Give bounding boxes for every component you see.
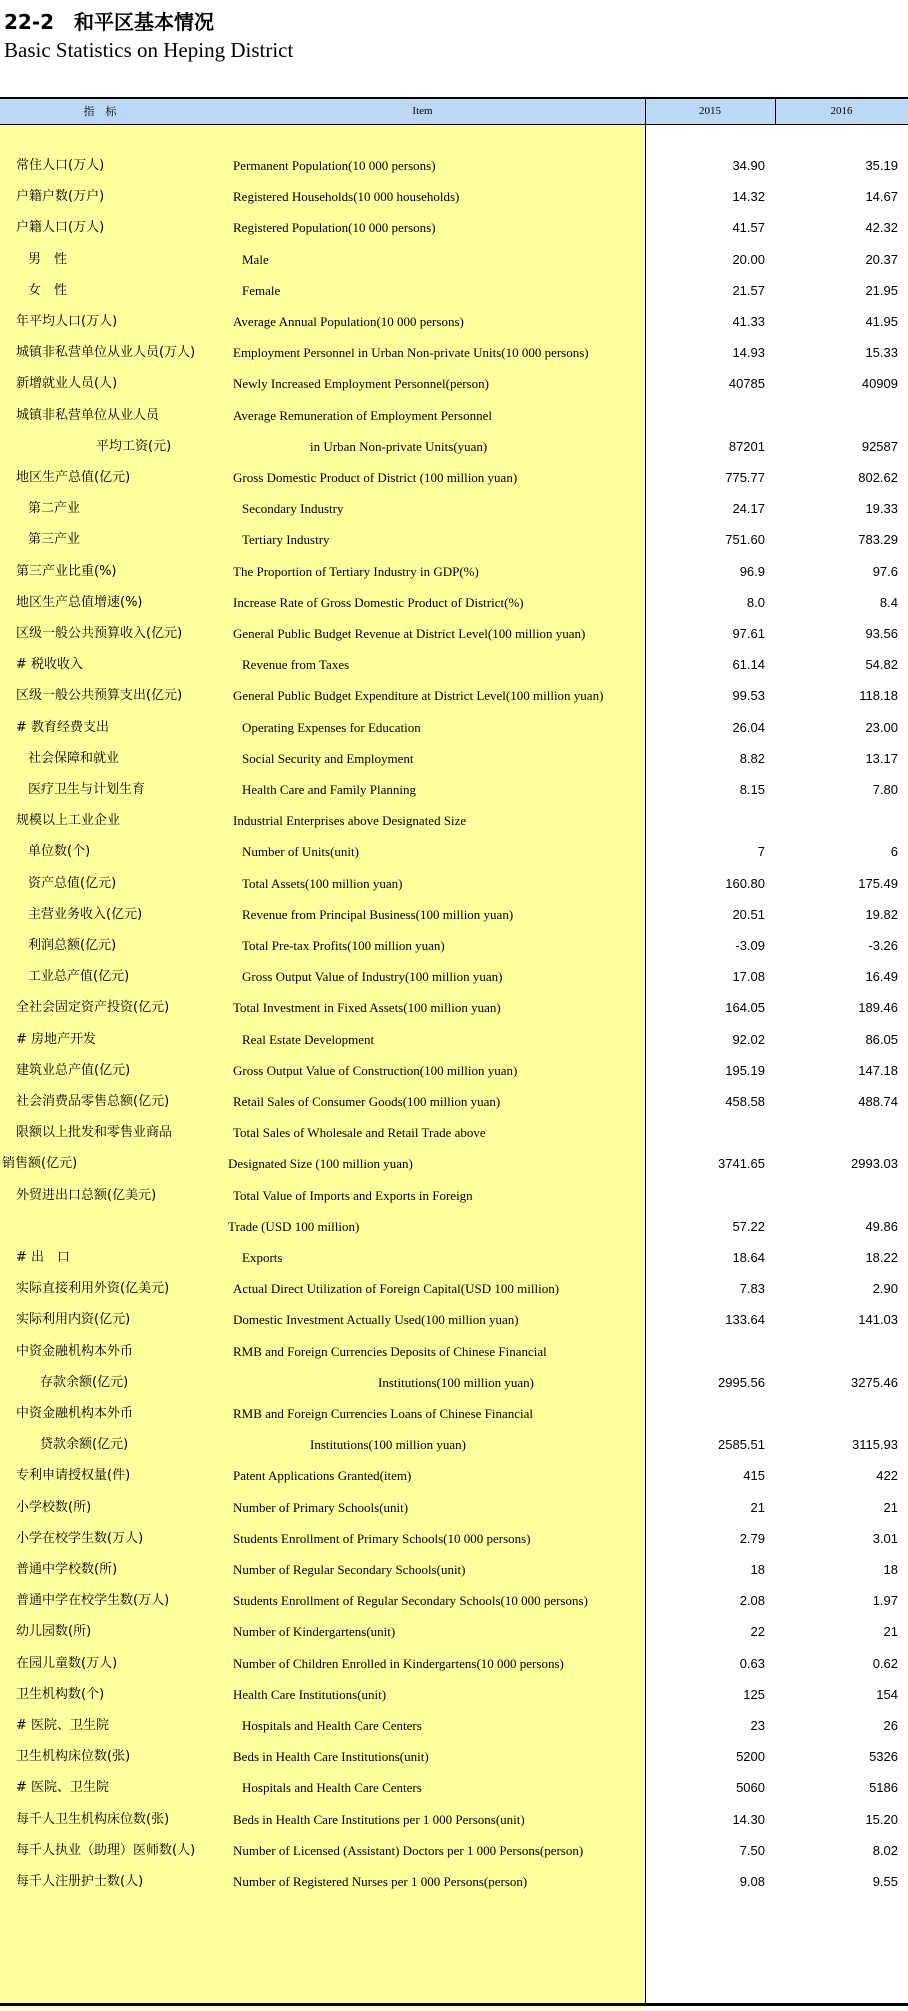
row-indicator-cn: 单位数(个) — [28, 844, 91, 860]
table-row — [0, 1616, 908, 1648]
row-indicator-cn: 区级一般公共预算支出(亿元) — [16, 688, 183, 704]
row-indicator-cn: 第二产业 — [28, 501, 81, 517]
row-value-2015: 133.64 — [725, 1312, 765, 1328]
row-value-2016: 92587 — [861, 438, 898, 454]
row-value-2015: 2.79 — [739, 1530, 765, 1546]
row-indicator-cn: 资产总值(亿元) — [28, 875, 117, 891]
row-item-en: in Urban Non-private Units(yuan) — [310, 438, 488, 454]
row-value-2016 — [765, 805, 898, 837]
row-item-en: Beds in Health Care Institutions per 1 000 Persons(unit) — [233, 1811, 525, 1827]
row-value-2015: 92.02 — [732, 1031, 765, 1047]
row-indicator-cn: 工业总产值(亿元) — [28, 969, 130, 985]
row-value-2016: 141.03 — [858, 1312, 898, 1328]
row-indicator-cn: 每千人执业（助理）医师数(人) — [16, 1842, 196, 1858]
table-row — [0, 680, 908, 712]
row-indicator-cn: 专利申请授权量(件) — [16, 1468, 131, 1484]
row-indicator-cn: # 出 口 — [16, 1250, 71, 1265]
row-item-en: Total Value of Imports and Exports in Foreign — [233, 1187, 473, 1203]
table-row — [0, 1585, 908, 1617]
row-indicator-cn: 中资金融机构本外币 — [16, 1406, 134, 1421]
row-value-2016: 1.97 — [872, 1593, 898, 1609]
table-row — [0, 868, 908, 900]
row-value-2016: 2.90 — [872, 1281, 898, 1297]
header-2015: 2015 — [699, 105, 721, 117]
row-indicator-cn: 第三产业比重(%) — [16, 563, 117, 579]
row-indicator-cn: 卫生机构数(个) — [16, 1686, 105, 1702]
row-item-en: Secondary Industry — [242, 501, 344, 517]
row-indicator-cn: 社会保障和就业 — [28, 750, 120, 766]
row-item-en: Real Estate Development — [242, 1031, 375, 1047]
row-value-2016: 13.17 — [865, 750, 898, 766]
row-item-en: RMB and Foreign Currencies Deposits of Chinese Financial — [233, 1343, 547, 1359]
row-item-en: Institutions(100 million yuan) — [378, 1374, 534, 1390]
row-indicator-cn: 幼儿园数(所) — [16, 1624, 92, 1640]
row-value-2016: 97.6 — [872, 563, 898, 579]
row-indicator-cn: 地区生产总值(亿元) — [16, 470, 131, 485]
row-indicator-cn: 小学在校学生数(万人) — [16, 1530, 144, 1546]
header-divider — [775, 99, 776, 124]
row-value-2015: 87201 — [728, 438, 765, 454]
row-item-en: Health Care and Family Planning — [242, 782, 417, 797]
row-value-2015: 34.90 — [732, 158, 765, 173]
row-item-en: Hospitals and Health Care Centers — [242, 1718, 422, 1733]
table-row — [0, 899, 908, 931]
row-item-en: Designated Size (100 million yuan) — [228, 1156, 413, 1172]
table-row — [0, 1180, 908, 1212]
row-indicator-cn: 户籍户数(万户) — [16, 189, 105, 205]
row-value-2016 — [765, 1336, 898, 1368]
row-value-2016: 21.95 — [865, 282, 898, 298]
row-indicator-cn: 利润总额(亿元) — [28, 938, 117, 953]
row-value-2015: 41.57 — [732, 220, 765, 236]
row-value-2016: 26 — [883, 1718, 898, 1733]
table-row — [0, 400, 908, 432]
row-item-en: Total Investment in Fixed Assets(100 million yuan) — [233, 1000, 501, 1016]
row-item-en: Health Care Institutions(unit) — [233, 1686, 387, 1702]
row-value-2016: 3275.46 — [851, 1374, 898, 1390]
table-row — [0, 1772, 908, 1804]
row-item-en: Female — [242, 282, 281, 298]
row-item-en: Exports — [242, 1250, 283, 1265]
table-row — [0, 1367, 908, 1399]
row-item-en: Retail Sales of Consumer Goods(100 million yuan) — [233, 1094, 501, 1109]
row-value-2016: 3.01 — [872, 1530, 898, 1546]
row-item-en: Social Security and Employment — [242, 750, 414, 766]
table-row — [0, 1211, 908, 1243]
row-item-en: Total Pre-tax Profits(100 million yuan) — [242, 938, 445, 953]
row-item-en: Tertiary Industry — [242, 532, 330, 548]
row-item-en: Newly Increased Employment Personnel(person) — [233, 376, 489, 392]
row-item-en: The Proportion of Tertiary Industry in GDP(%) — [233, 563, 479, 579]
row-indicator-cn: 全社会固定资产投资(亿元) — [16, 1000, 170, 1016]
page-title-cn: 22-2 和平区基本情况 — [4, 10, 215, 34]
row-value-2016: 18 — [883, 1562, 898, 1577]
table-row — [0, 805, 908, 837]
row-value-2016: 19.33 — [865, 501, 898, 517]
row-value-2015: 99.53 — [732, 688, 765, 704]
page-title-en: Basic Statistics on Heping District — [4, 38, 294, 62]
row-item-en: Hospitals and Health Care Centers — [242, 1780, 422, 1796]
row-item-en: General Public Budget Revenue at District Level(100 million yuan) — [233, 626, 586, 641]
row-value-2015: 26.04 — [732, 719, 765, 735]
table-row — [0, 337, 908, 369]
row-item-en: Trade (USD 100 million) — [228, 1218, 360, 1234]
row-value-2016: 6 — [890, 844, 898, 860]
row-item-en: Male — [242, 251, 269, 267]
row-value-2016: 154 — [876, 1686, 898, 1702]
row-value-2015: 775.77 — [725, 470, 765, 485]
row-indicator-cn: # 医院、卫生院 — [16, 1780, 110, 1796]
row-value-2016 — [765, 1117, 898, 1149]
row-indicator-cn: 地区生产总值增速(%) — [16, 594, 143, 610]
row-value-2016: 783.29 — [858, 532, 898, 548]
row-value-2015 — [645, 1180, 765, 1212]
row-item-en: Number of Units(unit) — [242, 844, 359, 860]
table-header-row — [0, 99, 908, 125]
row-value-2015: 751.60 — [725, 532, 765, 548]
table-row — [0, 212, 908, 244]
row-value-2015: 20.00 — [732, 251, 765, 267]
row-item-en: Employment Personnel in Urban Non-private Units(10 000 persons) — [233, 345, 589, 361]
row-value-2016: 54.82 — [865, 657, 898, 673]
row-value-2016: 20.37 — [865, 251, 898, 267]
row-value-2016: 40909 — [861, 376, 898, 392]
row-value-2016: 422 — [876, 1468, 898, 1484]
row-indicator-cn: 平均工资(元) — [96, 438, 172, 454]
row-item-en: Total Sales of Wholesale and Retail Trade above — [233, 1125, 486, 1141]
row-value-2016 — [765, 400, 898, 432]
row-value-2016: 14.67 — [865, 189, 898, 205]
table-row — [0, 1710, 908, 1742]
table-row — [0, 524, 908, 556]
row-value-2016 — [765, 1398, 898, 1430]
table-row — [0, 431, 908, 463]
row-item-en: Revenue from Taxes — [242, 657, 350, 673]
row-indicator-cn: 限额以上批发和零售业商品 — [16, 1125, 173, 1141]
row-indicator-cn: 社会消费品零售总额(亿元) — [16, 1094, 170, 1109]
row-value-2015: 458.58 — [725, 1094, 765, 1109]
row-item-en: Beds in Health Care Institutions(unit) — [233, 1749, 429, 1765]
row-indicator-cn: # 教育经费支出 — [16, 719, 110, 735]
row-value-2015: 8.15 — [739, 782, 765, 797]
row-value-2015: 160.80 — [725, 875, 765, 891]
table-row — [0, 181, 908, 213]
row-value-2016: 9.55 — [872, 1874, 898, 1889]
row-value-2015: 3741.65 — [718, 1156, 765, 1172]
table-row — [0, 462, 908, 494]
row-item-en: Operating Expenses for Education — [242, 719, 421, 735]
table-row — [0, 1055, 908, 1087]
row-value-2016: 86.05 — [865, 1031, 898, 1047]
row-value-2015: 2585.51 — [718, 1437, 765, 1453]
table-row — [0, 1523, 908, 1555]
row-item-en: Average Annual Population(10 000 persons) — [233, 314, 464, 329]
row-indicator-cn: 女 性 — [28, 282, 68, 298]
row-value-2016: 21 — [883, 1624, 898, 1640]
row-value-2016: 802.62 — [858, 470, 898, 485]
row-value-2015: 57.22 — [732, 1218, 765, 1234]
row-item-en: Number of Registered Nurses per 1 000 Persons(person) — [233, 1874, 528, 1889]
row-value-2016 — [765, 1180, 898, 1212]
row-indicator-cn: 年平均人口(万人) — [16, 314, 118, 329]
row-value-2015: 7.50 — [739, 1842, 765, 1858]
row-value-2015: -3.09 — [735, 938, 765, 953]
row-item-en: Registered Population(10 000 persons) — [233, 220, 436, 236]
row-item-en: General Public Budget Expenditure at District Level(100 million yuan) — [233, 688, 604, 704]
row-indicator-cn: 普通中学校数(所) — [16, 1562, 118, 1577]
row-value-2015 — [645, 1117, 765, 1149]
row-indicator-cn: 户籍人口(万人) — [16, 220, 105, 236]
row-value-2016: 175.49 — [858, 875, 898, 891]
table-row — [0, 1117, 908, 1149]
row-indicator-cn: 存款余额(亿元) — [40, 1374, 129, 1390]
table-row — [0, 1024, 908, 1056]
table-row — [0, 306, 908, 338]
row-value-2015: 14.30 — [732, 1811, 765, 1827]
row-item-en: Number of Kindergartens(unit) — [233, 1624, 396, 1640]
row-item-en: Total Assets(100 million yuan) — [242, 875, 403, 891]
table-row — [0, 961, 908, 993]
row-value-2016: 488.74 — [858, 1094, 898, 1109]
row-value-2015: 22 — [750, 1624, 765, 1640]
row-value-2015: 24.17 — [732, 501, 765, 517]
row-item-en: Domestic Investment Actually Used(100 million yuan) — [233, 1312, 519, 1328]
row-indicator-cn: 普通中学在校学生数(万人) — [16, 1593, 170, 1609]
table-row — [0, 493, 908, 525]
row-value-2016: 18.22 — [865, 1250, 898, 1265]
row-indicator-cn: 外贸进出口总额(亿美元) — [16, 1187, 157, 1203]
row-value-2016: 5326 — [869, 1749, 898, 1765]
table-row — [0, 556, 908, 588]
row-indicator-cn: 中资金融机构本外币 — [16, 1343, 134, 1359]
row-value-2015: 195.19 — [725, 1062, 765, 1078]
table-row — [0, 743, 908, 775]
table-row — [0, 1835, 908, 1867]
row-indicator-cn: 卫生机构床位数(张) — [16, 1749, 131, 1765]
table-row — [0, 368, 908, 400]
row-item-en: Actual Direct Utilization of Foreign Capital(USD 100 million) — [233, 1281, 560, 1297]
row-indicator-cn: 销售额(亿元) — [2, 1156, 78, 1172]
row-value-2016: 5186 — [869, 1780, 898, 1796]
table-row — [0, 992, 908, 1024]
row-value-2016: 2993.03 — [851, 1156, 898, 1172]
row-item-en: Registered Households(10 000 households) — [233, 189, 460, 205]
row-indicator-cn: 主营业务收入(亿元) — [28, 906, 143, 922]
row-indicator-cn: 常住人口(万人) — [16, 158, 105, 173]
table-row — [0, 150, 908, 182]
table-row — [0, 1460, 908, 1492]
row-item-en: Number of Children Enrolled in Kindergartens(10 000 persons) — [233, 1655, 564, 1671]
row-item-en: Number of Primary Schools(unit) — [233, 1499, 409, 1515]
row-item-en: Increase Rate of Gross Domestic Product of District(%) — [233, 594, 524, 610]
row-item-en: Gross Output Value of Industry(100 million yuan) — [242, 969, 503, 985]
row-value-2015: 2.08 — [739, 1593, 765, 1609]
row-value-2015: 7.83 — [739, 1281, 765, 1297]
row-indicator-cn: 规模以上工业企业 — [16, 813, 121, 829]
row-value-2016: 41.95 — [865, 314, 898, 329]
table-row — [0, 712, 908, 744]
statistics-table — [0, 97, 908, 2007]
row-indicator-cn: 城镇非私营单位从业人员 — [16, 407, 160, 423]
row-item-en: Revenue from Principal Business(100 million yuan) — [242, 906, 514, 922]
row-item-en: Industrial Enterprises above Designated Size — [233, 813, 467, 829]
row-value-2016: 8.02 — [872, 1842, 898, 1858]
row-value-2015: 8.0 — [746, 594, 765, 610]
row-indicator-cn: 每千人注册护士数(人) — [16, 1874, 144, 1889]
table-row — [0, 1804, 908, 1836]
row-item-en: Gross Domestic Product of District (100 million yuan) — [233, 470, 518, 485]
row-indicator-cn: 实际直接利用外资(亿美元) — [16, 1281, 170, 1297]
row-value-2016: 16.49 — [865, 969, 898, 985]
row-value-2015: 415 — [743, 1468, 765, 1484]
header-item: Item — [412, 105, 433, 117]
row-value-2015: 125 — [743, 1686, 765, 1702]
row-item-en: Students Enrollment of Regular Secondary Schools(10 000 persons) — [233, 1593, 588, 1609]
row-item-en: Patent Applications Granted(item) — [233, 1468, 412, 1484]
row-indicator-cn: 新增就业人员(人) — [16, 376, 118, 392]
row-indicator-cn: 每千人卫生机构床位数(张) — [16, 1811, 170, 1827]
row-value-2015: 61.14 — [732, 657, 765, 673]
row-item-en: Gross Output Value of Construction(100 million yuan) — [233, 1062, 518, 1078]
row-value-2015: 41.33 — [732, 314, 765, 329]
row-indicator-cn: 建筑业总产值(亿元) — [16, 1062, 131, 1078]
table-row — [0, 774, 908, 806]
row-value-2015: 17.08 — [732, 969, 765, 985]
table-row — [0, 1866, 908, 1898]
row-indicator-cn: # 房地产开发 — [16, 1031, 97, 1047]
table-row — [0, 1554, 908, 1586]
row-value-2015: 96.9 — [739, 563, 765, 579]
row-value-2015 — [645, 400, 765, 432]
row-value-2015: 14.93 — [732, 345, 765, 361]
row-value-2016: 3115.93 — [851, 1437, 898, 1453]
row-value-2015: 97.61 — [732, 626, 765, 641]
header-indicator: 指 标 — [83, 105, 117, 118]
row-value-2015 — [645, 1336, 765, 1368]
row-value-2016: 35.19 — [865, 158, 898, 173]
row-item-en: Average Remuneration of Employment Personnel — [233, 407, 492, 423]
row-indicator-cn: 城镇非私营单位从业人员(万人) — [16, 345, 196, 361]
row-value-2015: 0.63 — [739, 1655, 765, 1671]
row-item-en: Institutions(100 million yuan) — [310, 1437, 466, 1453]
row-indicator-cn: # 医院、卫生院 — [16, 1718, 110, 1733]
row-value-2016: 23.00 — [865, 719, 898, 735]
row-indicator-cn: 实际利用内资(亿元) — [16, 1312, 131, 1328]
table-row — [0, 1741, 908, 1773]
row-value-2015: 21 — [750, 1499, 765, 1515]
row-item-en: Number of Regular Secondary Schools(unit) — [233, 1562, 466, 1577]
row-value-2016: 15.20 — [865, 1811, 898, 1827]
row-value-2016: 21 — [883, 1499, 898, 1515]
row-indicator-cn: # 税收收入 — [16, 657, 84, 673]
row-value-2015: 23 — [750, 1718, 765, 1733]
row-value-2015: 20.51 — [732, 906, 765, 922]
table-bottom-rule — [0, 2003, 908, 2006]
row-value-2015: 2995.56 — [718, 1374, 765, 1390]
row-indicator-cn: 男 性 — [28, 251, 68, 267]
row-value-2016: 19.82 — [865, 906, 898, 922]
table-row — [0, 1648, 908, 1680]
row-value-2016: 8.4 — [879, 594, 898, 610]
row-value-2015: 5060 — [736, 1780, 765, 1796]
row-indicator-cn: 在园儿童数(万人) — [16, 1655, 118, 1671]
row-item-en: Permanent Population(10 000 persons) — [233, 158, 436, 173]
row-indicator-cn: 贷款余额(亿元) — [40, 1437, 129, 1453]
row-value-2015: 18 — [750, 1562, 765, 1577]
row-value-2016: 42.32 — [865, 220, 898, 236]
table-row — [0, 1242, 908, 1274]
table-row — [0, 649, 908, 681]
table-row — [0, 1086, 908, 1118]
row-indicator-cn: 第三产业 — [28, 532, 81, 548]
table-row — [0, 836, 908, 868]
table-row — [0, 275, 908, 307]
table-row — [0, 1398, 908, 1430]
row-value-2016: -3.26 — [868, 938, 898, 953]
row-value-2015: 164.05 — [725, 1000, 765, 1016]
row-value-2015: 18.64 — [732, 1250, 765, 1265]
row-value-2015: 40785 — [728, 376, 765, 392]
row-value-2015: 8.82 — [739, 750, 765, 766]
table-row — [0, 1273, 908, 1305]
row-value-2016: 147.18 — [858, 1062, 898, 1078]
header-2016: 2016 — [830, 105, 853, 117]
row-value-2015 — [645, 805, 765, 837]
table-row — [0, 587, 908, 619]
table-row — [0, 1336, 908, 1368]
row-value-2015: 21.57 — [732, 282, 765, 298]
row-value-2015: 7 — [757, 844, 765, 860]
row-value-2016: 118.18 — [859, 688, 898, 704]
row-value-2015 — [645, 1398, 765, 1430]
row-value-2016: 0.62 — [872, 1655, 898, 1671]
row-value-2015: 9.08 — [739, 1874, 765, 1889]
table-row — [0, 618, 908, 650]
row-item-en: Number of Licensed (Assistant) Doctors per 1 000 Persons(person) — [233, 1842, 584, 1858]
row-value-2016: 7.80 — [872, 782, 898, 797]
table-row — [0, 1679, 908, 1711]
row-value-2016: 93.56 — [865, 626, 898, 641]
row-indicator-cn: 小学校数(所) — [16, 1499, 92, 1515]
row-item-en: RMB and Foreign Currencies Loans of Chinese Financial — [233, 1406, 534, 1421]
row-indicator-cn: 区级一般公共预算收入(亿元) — [16, 626, 183, 641]
table-row — [0, 1304, 908, 1336]
row-value-2016: 49.86 — [865, 1218, 898, 1234]
row-value-2015: 14.32 — [732, 189, 765, 205]
table-row — [0, 930, 908, 962]
table-row — [0, 244, 908, 276]
row-value-2016: 15.33 — [865, 345, 898, 361]
table-row — [0, 1492, 908, 1524]
table-row — [0, 1429, 908, 1461]
row-value-2016: 189.46 — [858, 1000, 898, 1016]
row-item-en: Students Enrollment of Primary Schools(10 000 persons) — [233, 1530, 531, 1546]
row-indicator-cn: 医疗卫生与计划生育 — [28, 782, 146, 797]
table-row — [0, 1148, 908, 1180]
row-value-2015: 5200 — [736, 1749, 765, 1765]
